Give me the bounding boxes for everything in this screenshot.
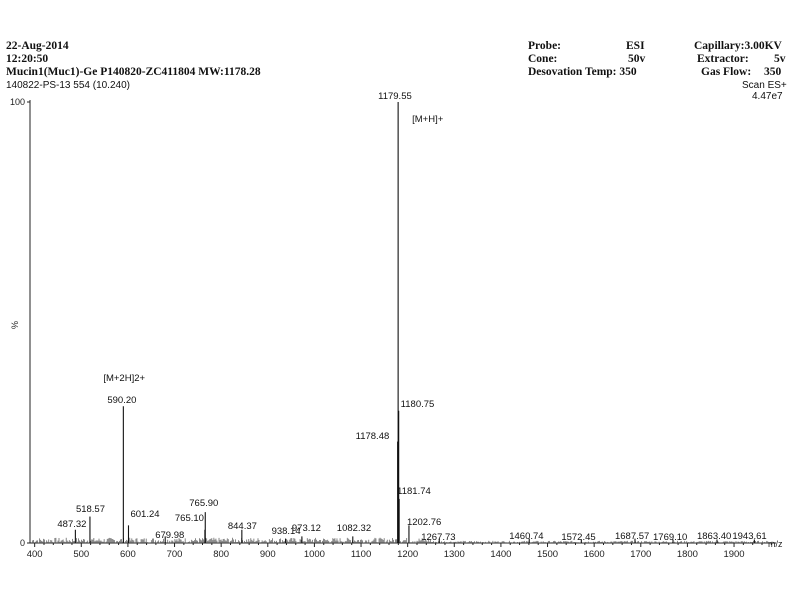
peak-label: 1082.32	[336, 523, 372, 534]
peak-label: 1460.74	[509, 531, 544, 542]
x-tick-label: 800	[213, 549, 230, 560]
x-tick-label: 700	[166, 549, 183, 560]
scan-info: 140822-PS-13 554 (10.240)	[6, 80, 130, 91]
x-tick-label: 1000	[303, 549, 325, 560]
x-tick-label: 1100	[350, 549, 372, 560]
y-tick-label: 0	[19, 538, 25, 548]
x-tick-label: 1300	[443, 549, 465, 560]
scan-mode: Scan ES+	[742, 80, 787, 91]
x-tick-label: 1700	[630, 549, 652, 560]
cone-label: Cone:	[528, 53, 558, 65]
probe-value: ESI	[626, 40, 645, 52]
probe-label: Probe:	[528, 40, 562, 52]
desolvation-temp: Desovation Temp: 350	[528, 66, 637, 78]
chart-ticks	[10, 97, 771, 560]
extractor-label: Extractor:	[697, 53, 749, 65]
peak-label: 518.57	[75, 504, 106, 515]
x-tick-label: 400	[26, 549, 43, 560]
x-tick-label: 500	[73, 549, 90, 560]
gasflow-value: 350	[764, 66, 782, 78]
x-tick-label: 600	[119, 549, 136, 560]
peak-label: 601.24	[130, 509, 160, 520]
x-axis-label: m/z	[768, 539, 783, 549]
peak-label: 938.14	[271, 526, 301, 537]
extractor-value: 5v	[774, 53, 786, 65]
x-tick-label: 1600	[583, 549, 605, 560]
chart-peaks	[32, 102, 773, 543]
peak-label: 1180.75	[400, 399, 435, 410]
x-tick-label: 900	[259, 549, 276, 560]
peak-label: 765.90	[189, 498, 219, 509]
cone-value: 50v	[628, 53, 646, 65]
y-axis-label: %	[10, 320, 20, 330]
x-tick-label: 1400	[490, 549, 512, 560]
peak-label: 1267.73	[421, 532, 456, 543]
peak-label: 973.12	[291, 523, 321, 534]
chart-labels	[57, 91, 766, 543]
gasflow-label: Gas Flow:	[701, 66, 752, 78]
y-tick-label: 100	[9, 97, 25, 107]
peak-label: 1769.10	[653, 532, 688, 543]
peak-label: 844.37	[227, 521, 257, 532]
chart-axes	[10, 100, 783, 549]
x-tick-label: 1900	[723, 549, 745, 560]
x-tick-label: 1500	[536, 549, 559, 560]
peak-label: 1202.76	[406, 517, 442, 528]
capillary-setting: Capillary:3.00KV	[694, 40, 782, 52]
peak-label: 1863.40	[696, 531, 732, 542]
peak-label: 1178.48	[355, 431, 390, 442]
peak-label: 590.20	[107, 395, 137, 406]
peak-label: 765.10	[174, 513, 204, 524]
peak-label: 1943.61	[732, 531, 767, 542]
peak-label: [M+2H]2+	[103, 373, 146, 384]
peak-label: 1179.55	[378, 91, 412, 102]
peak-label: 487.32	[57, 519, 87, 530]
acquisition-date: 22-Aug-2014	[6, 40, 69, 52]
peak-label: 1181.74	[397, 486, 431, 497]
x-tick-label: 1200	[397, 549, 419, 560]
acquisition-time: 12:20:50	[6, 53, 49, 65]
max-intensity: 4.47e7	[752, 91, 783, 102]
peak-label: [M+H]+	[412, 114, 444, 125]
peak-label: 1572.45	[561, 532, 596, 543]
x-tick-label: 1800	[676, 549, 698, 560]
sample-title: Mucin1(Muc1)-Ge P140820-ZC411804 MW:1178.28	[6, 66, 261, 78]
peak-label: 679.98	[155, 530, 185, 541]
peak-label: 1687.57	[614, 531, 650, 542]
